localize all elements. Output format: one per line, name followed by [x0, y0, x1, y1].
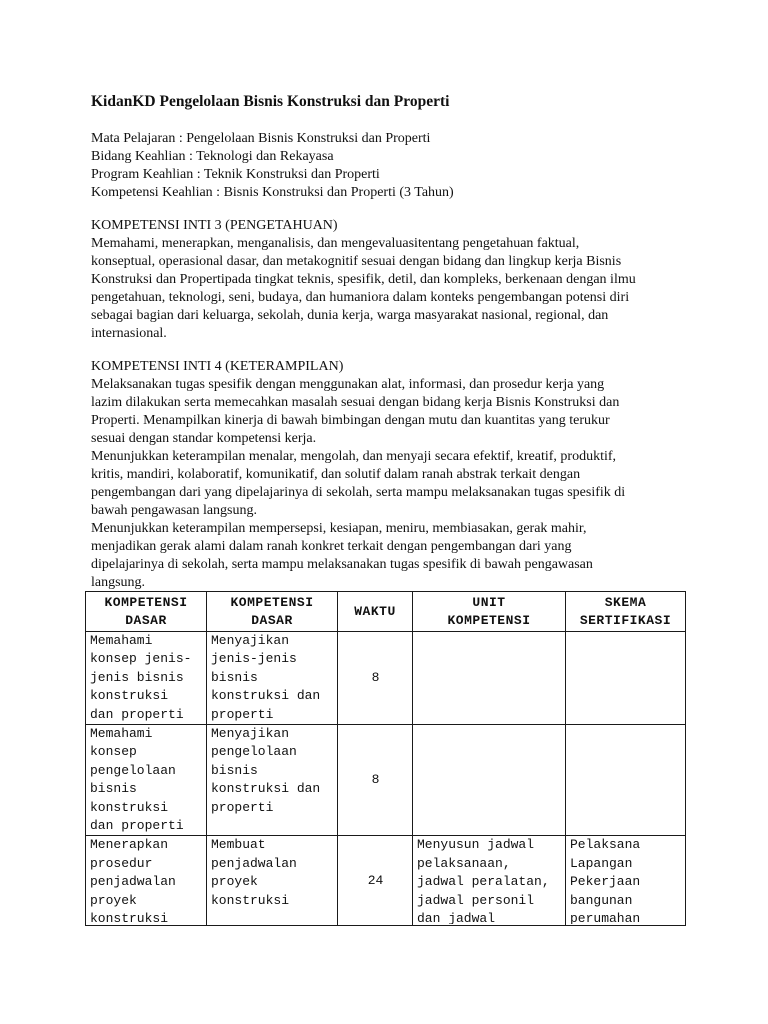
unit-kompetensi-cell: [413, 725, 566, 836]
skema-sertifikasi-cell: [566, 725, 686, 836]
table-row: [86, 632, 686, 725]
ki4-text-line: sesuai dengan standar kompetensi kerja.: [91, 431, 317, 446]
ki3-text-line: internasional.: [91, 326, 167, 341]
ki3-heading: KOMPETENSI INTI 3 (PENGETAHUAN): [91, 218, 338, 233]
kd4-cell: Membuat penjadwalan proyek konstruksi: [207, 836, 338, 926]
ki3-text-line: sebagai bagian dari keluarga, sekolah, dunia kerja, warga masyarakat nasional, regional, dan: [91, 308, 609, 323]
ki3-text-line: Memahami, menerapkan, menganalisis, dan mengevaluasitentang pengetahuan faktual,: [91, 236, 580, 251]
ki3-text-line: konseptual, operasional dasar, dan metakognitif sesuai dengan bidang dan lingkup kerja Bisnis: [91, 254, 622, 269]
waktu-cell: 8: [338, 632, 413, 725]
ki3-text-line: Konstruksi dan Propertipada tingkat teknis, spesifik, detil, dan kompleks, berkenaan dengan ilmu: [91, 272, 636, 287]
kd4-cell: Menyajikan jenis-jenis bisnis konstruksi dan properti: [207, 632, 338, 725]
ki4-text-line: Menunjukkan keterampilan mempersepsi, kesiapan, meniru, membiasakan, gerak mahir,: [91, 521, 587, 536]
kd3-cell: Menerapkan prosedur penjadwalan proyek konstruksi: [86, 836, 207, 926]
waktu-cell: 24: [338, 836, 413, 926]
ki3-text-line: pengetahuan, teknologi, seni, budaya, dan humaniora dalam konteks pengembangan potensi diri: [91, 290, 630, 305]
kd3-cell: Memahami konsep pengelolaan bisnis konstruksi dan properti: [86, 725, 207, 836]
header-kompetensi-dasar-3: KOMPETENSI DASAR: [86, 592, 207, 632]
table-row: [86, 725, 686, 836]
ki4-heading: KOMPETENSI INTI 4 (KETERAMPILAN): [91, 359, 344, 374]
ki4-text-line: Properti. Menampilkan kinerja di bawah bimbingan dengan mutu dan kuantitas yang terukur: [91, 413, 610, 428]
meta-bidang-keahlian: Bidang Keahlian : Teknologi dan Rekayasa: [91, 149, 334, 164]
meta-mata-pelajaran: Mata Pelajaran : Pengelolaan Bisnis Konstruksi dan Properti: [91, 131, 431, 146]
ki4-text-line: pengembangan dari yang dipelajarinya di sekolah, serta mampu melaksanakan tugas spesifik di: [91, 485, 626, 500]
unit-kompetensi-cell: [413, 632, 566, 725]
meta-program-keahlian: Program Keahlian : Teknik Konstruksi dan Properti: [91, 167, 380, 182]
ki4-text-line: langsung.: [91, 575, 146, 590]
header-unit-kompetensi: UNIT KOMPETENSI: [413, 592, 566, 632]
table-row: [86, 836, 686, 926]
ki4-text-line: dipelajarinya di sekolah, serta mampu melaksanakan tugas spesifik di bawah pengawasan: [91, 557, 593, 572]
header-skema-sertifikasi: SKEMA SERTIFIKASI: [566, 592, 686, 632]
skema-sertifikasi-cell: Pelaksana Lapangan Pekerjaan bangunan perumahan: [566, 836, 686, 926]
ki4-text-line: menjadikan gerak alami dalam ranah konkret terkait dengan pengembangan dari yang: [91, 539, 572, 554]
unit-kompetensi-cell: Menyusun jadwal pelaksanaan, jadwal peralatan, jadwal personil dan jadwal: [413, 836, 566, 926]
ki4-text-line: bawah pengawasan langsung.: [91, 503, 258, 518]
header-waktu: WAKTU: [338, 592, 413, 632]
header-kompetensi-dasar-4: KOMPETENSI DASAR: [207, 592, 338, 632]
ki4-text-line: kritis, mandiri, kolaboratif, komunikatif, dan solutif dalam ranah abstrak terkait dengan: [91, 467, 581, 482]
ki4-text-line: lazim dilakukan serta memecahkan masalah sesuai dengan bidang kerja Bisnis Konstruksi dan: [91, 395, 620, 410]
meta-kompetensi-keahlian: Kompetensi Keahlian : Bisnis Konstruksi dan Properti (3 Tahun): [91, 185, 454, 200]
competency-table: [85, 591, 686, 926]
skema-sertifikasi-cell: [566, 632, 686, 725]
document-title: KidanKD Pengelolaan Bisnis Konstruksi dan Properti: [91, 93, 450, 110]
table-header-row: [86, 592, 686, 632]
ki4-text-line: Menunjukkan keterampilan menalar, mengolah, dan menyaji secara efektif, kreatif, produktif,: [91, 449, 617, 464]
kd4-cell: Menyajikan pengelolaan bisnis konstruksi dan properti: [207, 725, 338, 836]
waktu-cell: 8: [338, 725, 413, 836]
kd3-cell: Memahami konsep jenis- jenis bisnis konstruksi dan properti: [86, 632, 207, 725]
ki4-text-line: Melaksanakan tugas spesifik dengan menggunakan alat, informasi, dan prosedur kerja yang: [91, 377, 605, 392]
